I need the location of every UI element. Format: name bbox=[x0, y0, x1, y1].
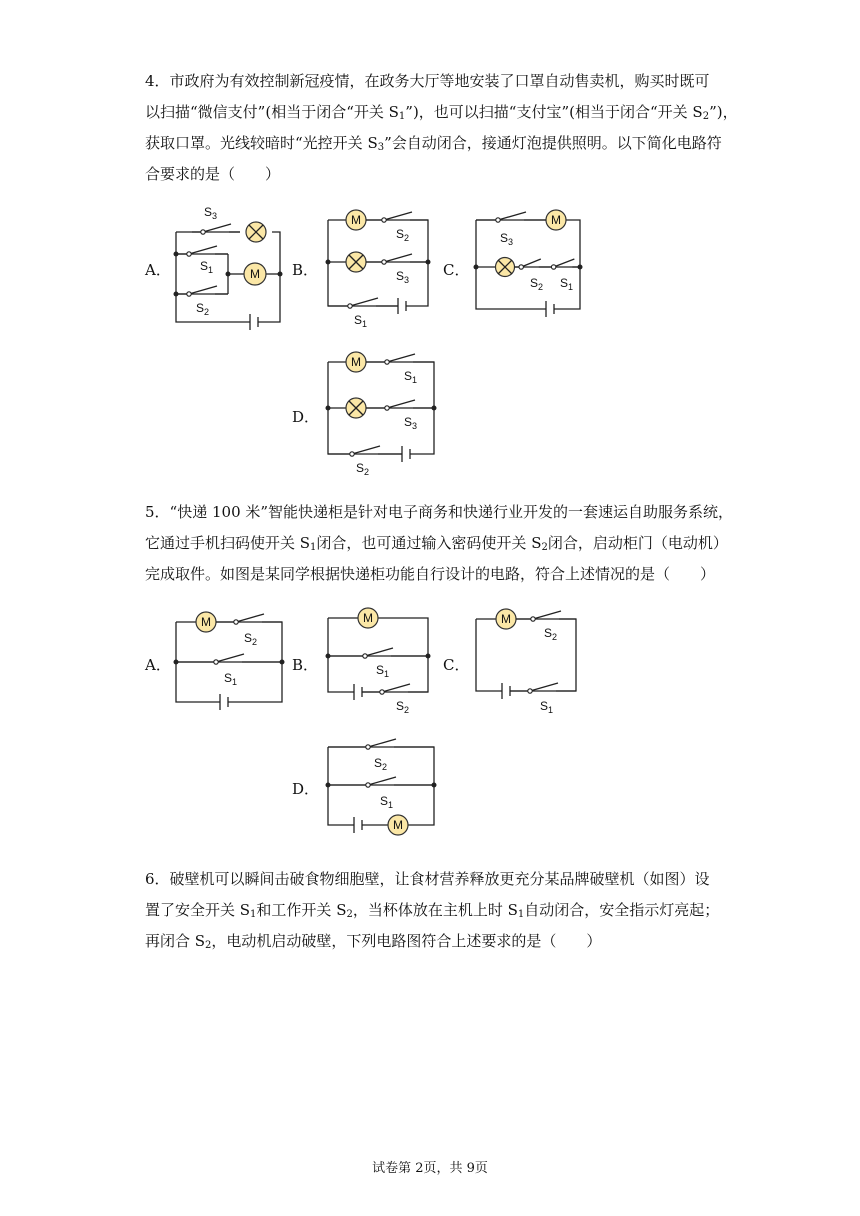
switch-s2 bbox=[328, 739, 434, 772]
switch-label: $S_2$ bbox=[196, 301, 210, 317]
switch-label: $S_2$ bbox=[530, 276, 544, 292]
q5-option-c-label: C． bbox=[443, 656, 470, 674]
q4-circuit-d bbox=[324, 350, 439, 477]
switch-label: $S_2$ bbox=[544, 626, 558, 642]
switch-label: $S_2$ bbox=[374, 756, 388, 772]
switch-s1 bbox=[328, 298, 398, 329]
q5-circuit-a bbox=[172, 610, 287, 710]
svg-text:M: M bbox=[250, 267, 260, 281]
q5-option-d-label: D． bbox=[292, 780, 320, 798]
switch-label: $S_1$ bbox=[200, 259, 214, 275]
q5-line-2: 它通过手机扫码使开关 $S_1$闭合，也可通过输入密码使开关 $S_2$闭合，启动柜门（电动机） bbox=[145, 534, 728, 553]
switch-s1 bbox=[510, 683, 576, 715]
switch-label: $S_1$ bbox=[404, 369, 418, 385]
q5-line-1: 5．“快递 100 米”智能快递柜是针对电子商务和快递行业开发的一套速运自助服务系统， bbox=[145, 503, 734, 521]
q5-line-3: 完成取件。如图是某同学根据快递柜功能自行设计的电路，符合上述情况的是（ ） bbox=[145, 565, 716, 583]
q4-option-c-label: C． bbox=[443, 261, 470, 279]
switch-s3 bbox=[366, 400, 434, 431]
q4-line-1: 4．市政府为有效控制新冠疫情，在政务大厅等地安装了口罩自动售卖机，购买时既可 bbox=[145, 72, 710, 90]
switch-s1 bbox=[546, 259, 580, 292]
svg-text:M: M bbox=[393, 818, 403, 832]
switch-label: $S_1$ bbox=[224, 671, 238, 687]
switch-label: $S_1$ bbox=[380, 794, 394, 810]
q4-line-4: 合要求的是（ ） bbox=[145, 165, 281, 183]
switch-s1 bbox=[176, 246, 228, 275]
switch-s2 bbox=[516, 611, 576, 642]
switch-label: $S_1$ bbox=[560, 276, 574, 292]
switch-s3 bbox=[366, 254, 428, 285]
q5-circuit-d bbox=[324, 735, 439, 830]
switch-s1 bbox=[366, 354, 434, 385]
q4-line-3: 获取口罩。光线较暗时“光控开关 $S_3$”会自动闭合，接通灯泡提供照明。以下简化电路符 bbox=[145, 134, 722, 153]
question-4 bbox=[145, 66, 738, 190]
svg-text:M: M bbox=[351, 213, 361, 227]
q6-line-1: 6．破壁机可以瞬间击破食物细胞壁，让食材营养释放更充分某品牌破壁机（如图）设 bbox=[145, 870, 710, 888]
switch-label: $S_3$ bbox=[404, 415, 418, 431]
svg-text:M: M bbox=[501, 612, 511, 626]
switch-s2 bbox=[328, 446, 402, 477]
switch-s3 bbox=[476, 212, 546, 247]
switch-label: $S_2$ bbox=[356, 461, 370, 477]
svg-text:M: M bbox=[351, 355, 361, 369]
q4-option-a-label: A． bbox=[145, 261, 171, 279]
question-5 bbox=[145, 497, 734, 590]
switch-label: $S_1$ bbox=[376, 663, 390, 679]
switch-s2 bbox=[366, 212, 428, 243]
switch-s2 bbox=[176, 286, 228, 317]
switch-label: $S_3$ bbox=[500, 231, 514, 247]
svg-text:M: M bbox=[551, 213, 561, 227]
switch-label: $S_2$ bbox=[244, 631, 258, 647]
switch-label: $S_2$ bbox=[396, 699, 410, 715]
switch-s3 bbox=[192, 205, 240, 234]
q4-option-b-label: B． bbox=[292, 261, 319, 279]
q4-option-d-label: D． bbox=[292, 408, 320, 426]
switch-label: $S_1$ bbox=[540, 699, 554, 715]
q5-option-b-label: B． bbox=[292, 656, 319, 674]
q6-line-2: 置了安全开关 $S_1$和工作开关 $S_2$，当杯体放在主机上时 $S_1$自动闭合，安全指示灯亮起； bbox=[145, 901, 720, 920]
switch-label: $S_2$ bbox=[396, 227, 410, 243]
q4-line-2: 以扫描“微信支付”(相当于闭合“开关 $S_1$”)，也可以扫描“支付宝”(相当于闭合“开关 $S_2$”)， bbox=[145, 103, 738, 122]
q4-circuit-b bbox=[324, 210, 434, 335]
switch-label: $S_1$ bbox=[354, 313, 368, 329]
switch-s1 bbox=[176, 654, 282, 687]
q5-option-a-label: A． bbox=[145, 656, 171, 674]
switch-s1 bbox=[328, 777, 434, 810]
q5-circuit-b bbox=[324, 608, 434, 715]
q4-circuit-c bbox=[472, 209, 587, 319]
svg-text:M: M bbox=[201, 615, 211, 629]
q4-circuit-a bbox=[170, 202, 280, 327]
switch-label: $S_3$ bbox=[396, 269, 410, 285]
page-footer: 试卷第 2页，共 9页 bbox=[372, 1161, 488, 1176]
question-6 bbox=[145, 864, 721, 957]
svg-text:M: M bbox=[363, 611, 373, 625]
switch-label: $S_3$ bbox=[204, 205, 218, 221]
switch-s2 bbox=[362, 684, 428, 715]
q6-line-3: 再闭合 $S_2$，电动机启动破壁，下列电路图符合上述要求的是（ ） bbox=[145, 932, 602, 951]
switch-s2 bbox=[514, 259, 546, 292]
q5-circuit-c bbox=[472, 609, 582, 715]
switch-s2 bbox=[216, 614, 282, 647]
switch-s1 bbox=[328, 648, 428, 679]
